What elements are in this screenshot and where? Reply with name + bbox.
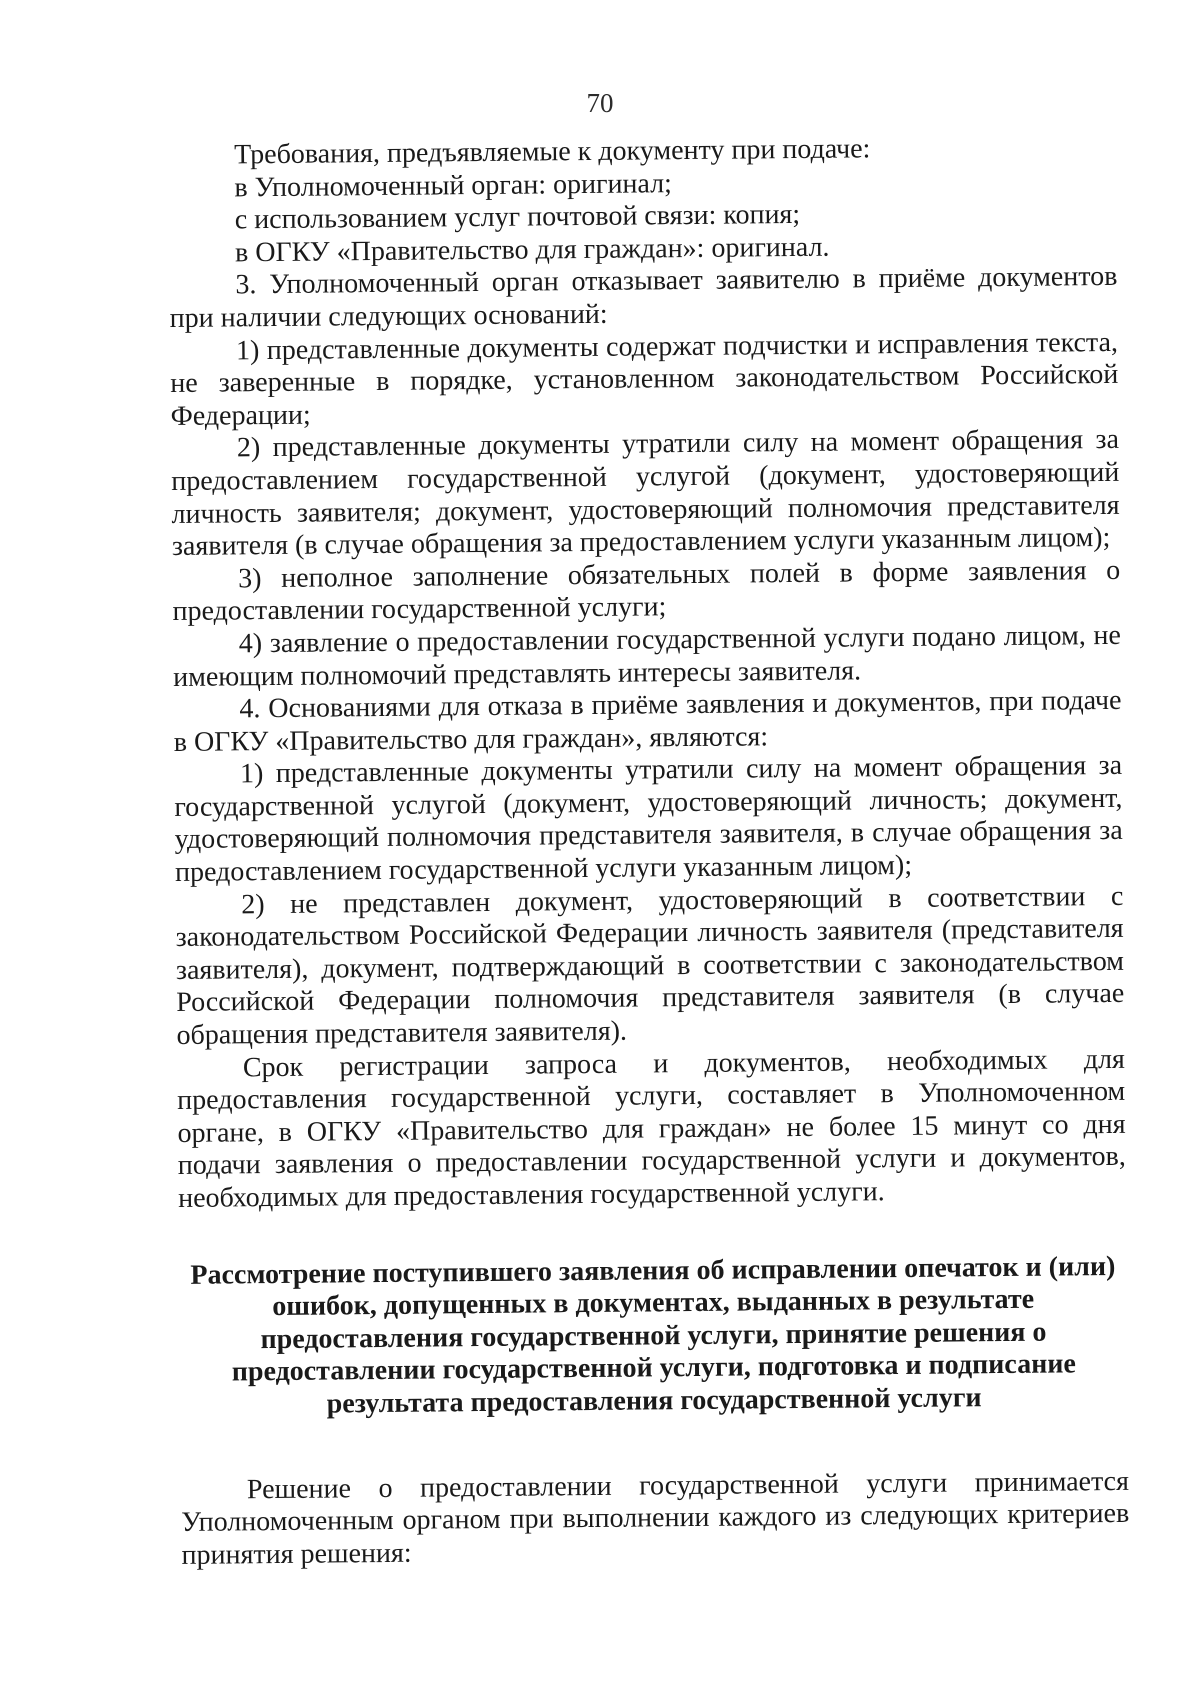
paragraph-registration-term: Срок регистрации запроса и документов, необходимых для предоставления государственной услуги, составляет в Уполномоченном органе, в ОГКУ «Правительство для граждан» не более 15 минут со дня подачи заявления о предоставлении государственной услуги и документов, необходимых для предоставления государственной услуги. — [177, 1043, 1126, 1214]
document-body — [168, 131, 1130, 1572]
paragraph-ogku-original: в ОГКУ «Правительство для граждан»: оригинал. — [234, 231, 830, 269]
paragraph-item-3-1: 1) представленные документы содержат подчистки и исправления текста, не заверенные в порядке, установленном законодательством Российской Федерации; — [170, 326, 1119, 432]
paragraph-item-3-3: 3) неполное заполнение обязательных полей в форме заявления о предоставлении государственной услуги; — [172, 554, 1121, 628]
paragraph-authorized-body-original: в Уполномоченный орган: оригинал; — [234, 167, 673, 203]
paragraph-item-3-2: 2) представленные документы утратили силу на момент обращения за предоставлением государственной услугой (документ, удостоверяющий личность заявителя; документ, удостоверяющий полномочия представителя заявителя (в случае обращения за предоставлением услуги указанным лицом); — [171, 424, 1120, 563]
paragraph-item-4-2: 2) не представлен документ, удостоверяющий в соответствии с законодательством Российской Федерации личность заявителя (представителя заявителя), документ, подтверждающий в соответствии с законодательством Российской Федерации полномочия представителя заявителя (в случае обращения представителя заявителя). — [175, 880, 1125, 1051]
paragraph-item-4: 4. Основаниями для отказа в приёме заявления и документов, при подаче в ОГКУ «Правительство для граждан», являются: — [173, 684, 1122, 758]
paragraph-item-3-4: 4) заявление о предоставлении государственной услуги подано лицом, не имеющим полномочий представлять интересы заявителя. — [173, 619, 1121, 693]
section-heading: Рассмотрение поступившего заявления об исправлении опечаток и (или) ошибок, допущенных в документах, выданных в результате предоставления государственной услуги, принятие решения о предоставлении государственной услуги, подготовка и подписание результата предоставления государственной услуги — [190, 1250, 1116, 1420]
paragraph-postal-copy: с использованием услуг почтовой связи: копия; — [234, 199, 801, 236]
page-number: 70 — [586, 88, 614, 118]
paragraph-item-4-1: 1) представленные документы утратили силу на момент обращения за государственной услугой (документ, удостоверяющий личность; документ, удостоверяющий полномочия представителя заявителя, в случае обращения за предоставлением государственной услуги указанным лицом); — [174, 750, 1123, 889]
paragraph-item-3: 3. Уполномоченный орган отказывает заявителю в приёме документов при наличии следующих оснований: — [169, 261, 1118, 334]
paragraph-requirements: Требования, предъявляемые к документу при подаче: — [233, 133, 871, 171]
paragraph-decision-criteria: Решение о предоставлении государственной услуги принимается Уполномоченным органом при выполнении каждого из следующих критериев принятия решения: — [181, 1465, 1130, 1571]
